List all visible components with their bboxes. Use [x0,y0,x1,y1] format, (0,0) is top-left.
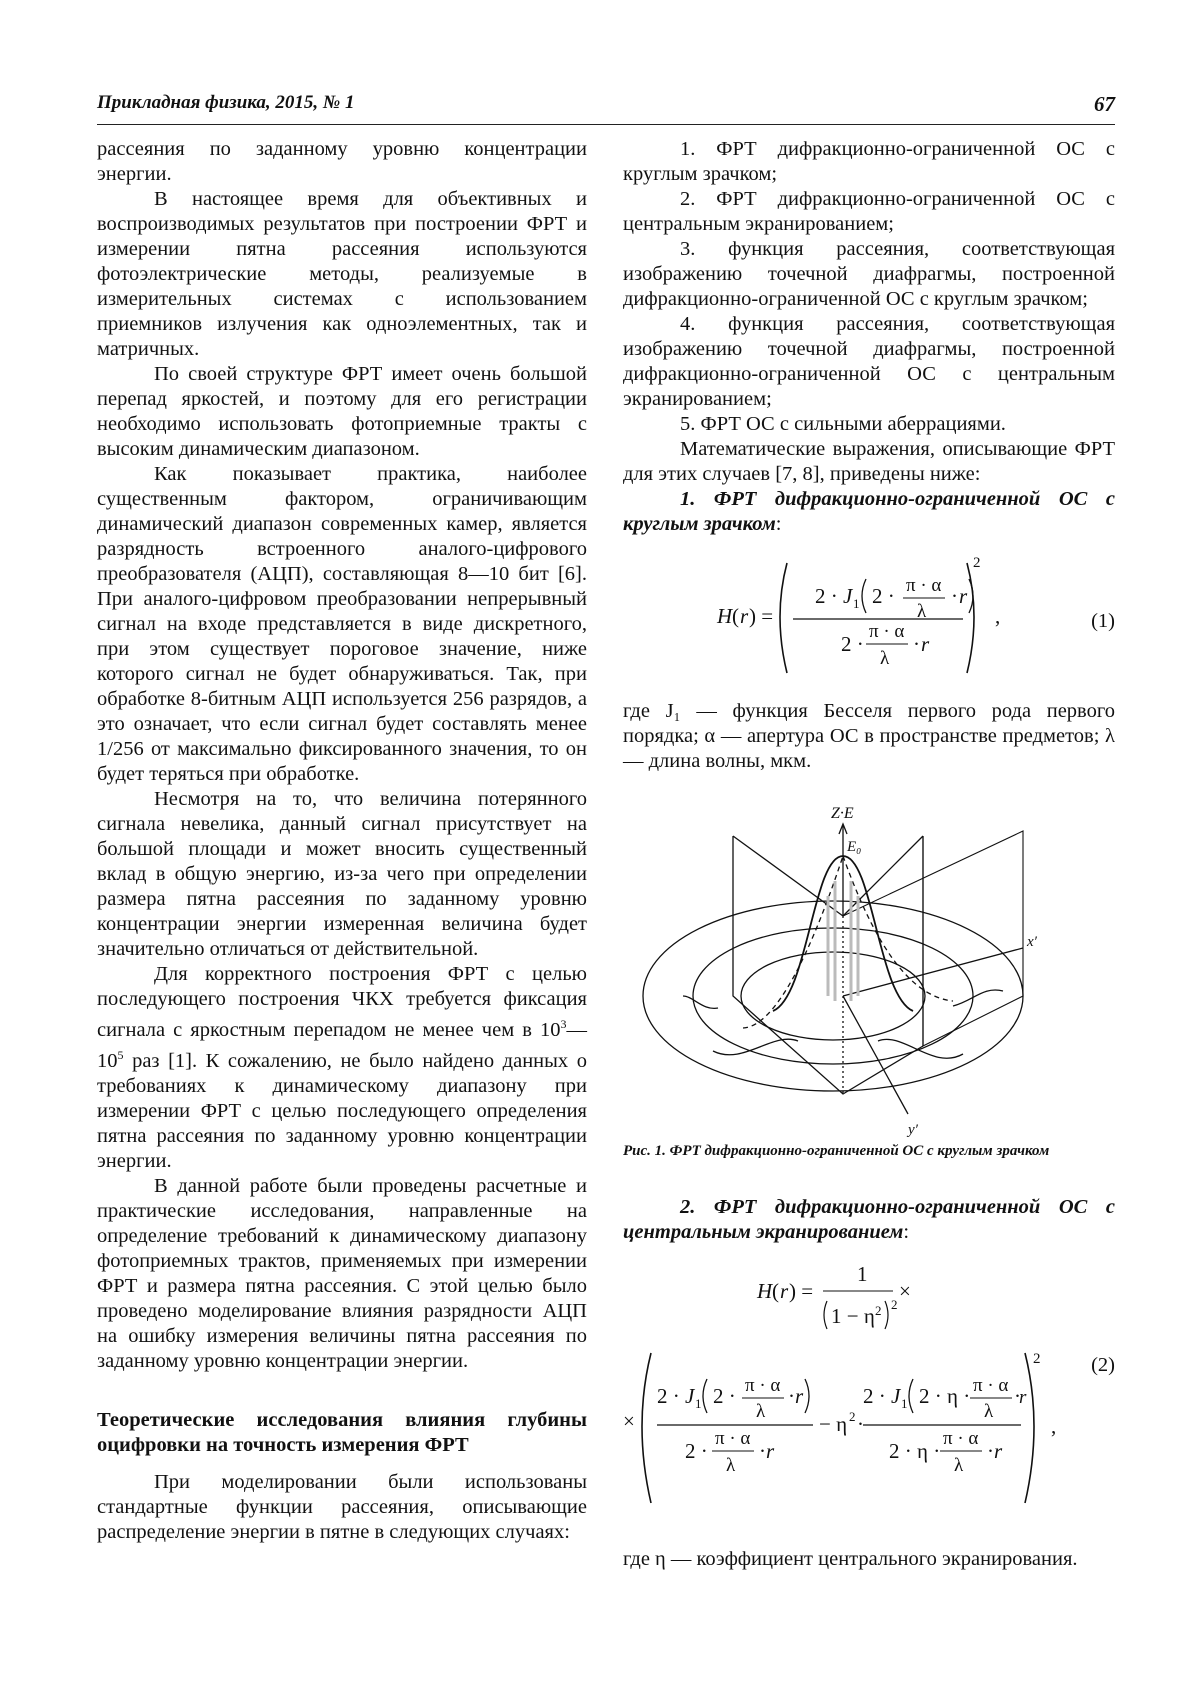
svg-text:J: J [891,1384,901,1408]
section-heading: Теоретические исследования влияния глубины оцифровки на точность измерения ФРТ [97,1408,587,1456]
list-item: 3. функция рассеяния, соответствующая изображению точечной диафрагмы, построенной дифракционно-ограниченной ОС с круглым зрачком; [623,238,1115,310]
label-e0: E₀ [847,839,862,855]
svg-text:(: ( [732,604,739,628]
svg-text:·: · [759,1439,766,1463]
case-list [623,137,1115,437]
case1-heading: 1. ФРТ дифракционно-ограниченной ОС с круглым зрачком: [623,488,1115,535]
svg-text:2 ·: 2 · [685,1439,708,1463]
list-item: 5. ФРТ ОС с сильными аберрациями. [680,413,1006,435]
svg-text:2 ·: 2 · [657,1384,680,1408]
header-rule [97,124,1115,125]
svg-text:2 · η ·: 2 · η · [889,1439,941,1463]
svg-text:2: 2 [849,1409,856,1424]
svg-text:·: · [987,1439,994,1463]
svg-text:2 ·: 2 · [841,632,864,656]
svg-text:r: r [1019,1387,1027,1408]
svg-text:λ: λ [954,1455,964,1476]
paragraph: Несмотря на то, что величина потерянного сигнала невелика, данный сигнал присутствует на большой площади и может вносить существенный вклад в общую энергию, из-за чего при определении размера пятна рассеяния по заданному уровню концентрации энергии измеренная величина будет значительно отличаться от действительной. [97,788,587,960]
svg-text:(: ( [772,1279,779,1303]
paragraph: Математические выражения, описывающие ФРТ для этих случаев [7, 8], приведены ниже: [623,438,1115,485]
svg-text:π · α: π · α [869,621,905,642]
svg-text:1: 1 [857,1262,868,1286]
svg-text:·: · [788,1384,795,1408]
svg-text:π · α: π · α [943,1428,979,1449]
running-header [97,92,1115,122]
svg-text:1: 1 [695,1396,702,1411]
svg-text:π · α: π · α [973,1375,1009,1396]
equation-1-number: (1) [1091,610,1115,632]
svg-text:r: r [921,632,930,656]
svg-text:2 ·: 2 · [815,584,838,608]
axis-label-y: y′ [908,1122,918,1138]
svg-text:) =: ) = [749,604,774,628]
svg-text:2 ·: 2 · [713,1384,736,1408]
paragraph: где η — коэффициент центрального экранирования. [623,1548,1078,1570]
svg-text:×: × [623,1409,635,1433]
svg-text:λ: λ [917,601,927,622]
equation-1 [623,551,1115,681]
figure-1 [623,796,1115,1141]
journal-title: Прикладная физика, 2015, № 1 [97,92,355,113]
equation-2 [623,1253,1115,1543]
svg-text:1 − η: 1 − η [831,1304,875,1328]
svg-text:) =: ) = [789,1279,814,1303]
svg-text:×: × [899,1279,911,1303]
paragraph: рассеяния по заданному уровню концентрации энергии. [97,138,587,185]
svg-text:2: 2 [973,555,981,571]
paragraph: Как показывает практика, наиболее существенным фактором, ограничивающим динамический диапазон современных камер, является разрядность встроенного аналого-цифрового преобразователя (АЦП), составляющая 8—10 бит [6]. При аналого-цифровом преобразовании непрерывный сигнал на входе представляется в виде дискретного, при этом существует пороговое значение, ниже которого сигнал не будет обнаруживаться. Так, при обработке 8-битным АЦП используется 256 разрядов, а это означает, что если сигнал будет составлять менее 1/256 от максимально фиксированного значения, то он будет теряться при обработке. [97,463,587,785]
svg-text:r: r [795,1384,804,1408]
left-column [97,137,587,1545]
paragraph: При моделировании были использованы стандартные функции рассеяния, описывающие распределение энергии в пятне в следующих случаях: [97,1470,587,1543]
svg-text:π · α: π · α [715,1428,751,1449]
svg-text:r: r [780,1279,789,1303]
svg-text:π · α: π · α [906,575,942,596]
svg-text:λ: λ [880,648,890,669]
svg-text:H: H [717,604,733,628]
equation-1-graphic [623,551,1115,681]
svg-text:r: r [959,584,968,608]
svg-text:1: 1 [853,596,860,611]
axis-label-x: x′ [1027,934,1037,950]
svg-text:2: 2 [875,1303,882,1318]
case2-heading: 2. ФРТ дифракционно-ограниченной ОС с центральным экранированием: [623,1196,1115,1243]
svg-text:2: 2 [891,1297,898,1312]
svg-text:2: 2 [1033,1351,1041,1367]
paragraph: В настоящее время для объективных и воспроизводимых результатов при построении ФРТ и измерении пятна рассеяния используются фотоэлектрические методы, реализуемые в измерительных системах с использованием приемников излучения как одноэлементных, так и матричных. [97,188,587,360]
axis-label-z: Z·E [831,805,854,822]
figure-caption: Рис. 1. ФРТ дифракционно-ограниченной ОС с круглым зрачком [623,1143,1050,1159]
right-column [623,137,1115,1572]
svg-text:·: · [913,632,920,656]
svg-text:π · α: π · α [745,1375,781,1396]
svg-text:·: · [857,1412,864,1436]
svg-text:− η: − η [819,1412,848,1436]
svg-text:λ: λ [726,1455,736,1476]
svg-text:2 · η ·: 2 · η · [919,1384,971,1408]
paragraph: В данной работе были проведены расчетные и практические исследования, направленные на определение требований к динамическому диапазону фотоприемных трактов, применяемых при измерении ФРТ и размера пятна рассеяния. С этой целью было проведено моделирование влияния разрядности АЦП на ошибку измерения величины пятна рассеяния по заданному уровню концентрации энергии. [97,1174,587,1372]
equation-2-graphic [623,1253,1115,1543]
svg-text:,: , [1051,1414,1057,1438]
page-number: 67 [1094,92,1115,116]
list-item: 4. функция рассеяния, соответствующая изображению точечной диафрагмы, построенной дифракционно-ограниченной ОС с центральным экранированием; [623,313,1115,410]
svg-text:r: r [994,1439,1003,1463]
svg-text:r: r [740,604,749,628]
svg-text:H: H [757,1279,773,1303]
svg-text:λ: λ [756,1401,766,1422]
paragraph: Для корректного построения ФРТ с целью последующего построения ЧКХ требуется фиксация сигнала с яркостным перепадом не менее чем в $10^3—10^5$ раз [1]. К сожалению, не было найдено данных о требованиях к динамическому диапазону при измерении ФРТ с целью последующего определения пятна рассеяния по заданному уровню концентрации энергии. [97,963,587,1172]
list-item: 2. ФРТ дифракционно-ограниченной ОС с центральным экранированием; [623,188,1115,235]
svg-text:·: · [951,584,958,608]
svg-text:J: J [843,584,853,608]
svg-text:r: r [766,1439,775,1463]
psf-3d-diagram [623,796,1115,1141]
svg-text:,: , [995,604,1001,628]
svg-text:λ: λ [984,1401,994,1422]
svg-text:2 ·: 2 · [863,1384,886,1408]
svg-text:·: · [1014,1384,1021,1408]
equation-2-number: (2) [1091,1354,1115,1376]
svg-text:J: J [685,1384,695,1408]
list-item: 1. ФРТ дифракционно-ограниченной ОС с круглым зрачком; [623,138,1115,185]
paragraph: где J₁ — функция Бесселя первого рода первого порядка; α — апертура ОС в пространстве предметов; λ — длина волны, мкм. [623,700,1115,772]
paragraph: По своей структуре ФРТ имеет очень большой перепад яркостей, и поэтому для его регистрации необходимо использовать фотоприемные тракты с высоким динамическим диапазоном. [97,363,587,460]
svg-text:1: 1 [901,1396,908,1411]
svg-text:2 ·: 2 · [872,584,895,608]
